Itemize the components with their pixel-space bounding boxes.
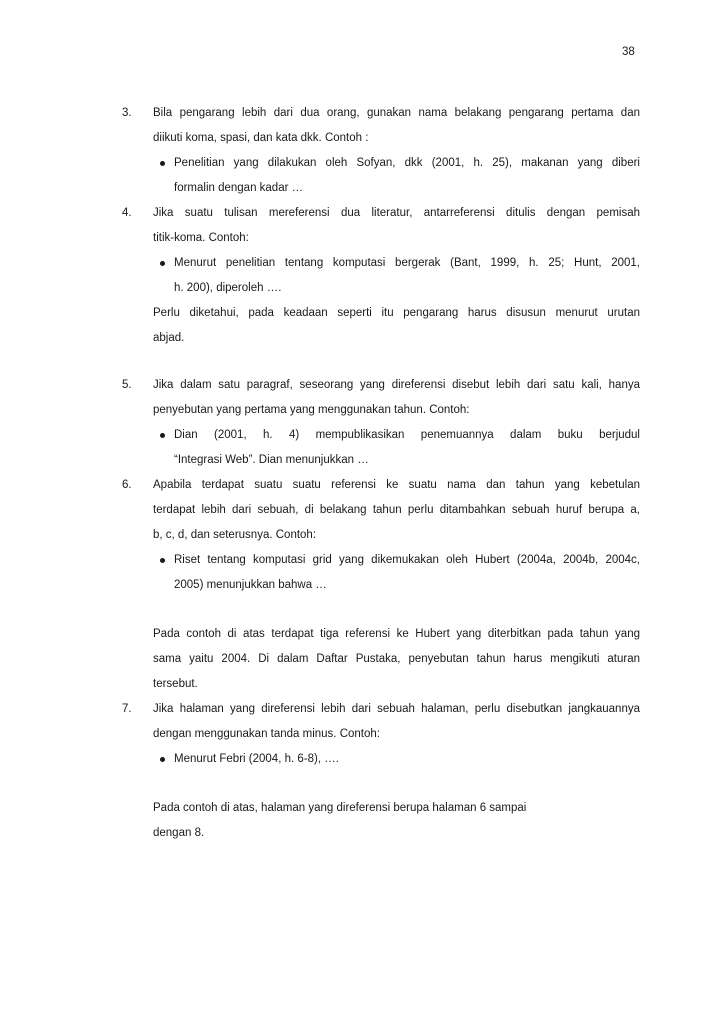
bullet-icon: [155, 423, 174, 473]
item-number: 4.: [122, 207, 132, 219]
note-text-line: Perlu diketahui, pada keadaan seperti itu pengarang harus disusun menurut urutan: [153, 307, 640, 319]
item-text-line: penyebutan yang pertama yang menggunakan tahun. Contoh:: [153, 404, 470, 416]
note-text-line: sama yaitu 2004. Di dalam Daftar Pustaka, penyebutan tahun harus mengikuti aturan: [153, 653, 640, 665]
bullet-icon: [155, 151, 174, 201]
note-text-line: dengan 8.: [153, 827, 205, 839]
example-bullet: [155, 151, 640, 201]
note-text-line: tersebut.: [153, 678, 198, 690]
list-item-4: [122, 201, 640, 351]
bullet-text-line: Menurut penelitian tentang komputasi bergerak (Bant, 1999, h. 25; Hunt, 2001,: [174, 257, 640, 269]
example-bullet: [155, 423, 640, 473]
note-text-line: Pada contoh di atas terdapat tiga referensi ke Hubert yang diterbitkan pada tahun yang: [153, 628, 640, 640]
bullet-text-line: Dian (2001, h. 4) mempublikasikan penemuannya dalam buku berjudul: [174, 429, 640, 441]
item-number: 6.: [122, 479, 132, 491]
bullet-text-line: h. 200), diperoleh ….: [174, 282, 282, 294]
list-item-6: [122, 473, 640, 697]
example-bullet: [155, 548, 640, 598]
bullet-text-line: Menurut Febri (2004, h. 6-8), ….: [174, 753, 339, 765]
item-number: 5.: [122, 379, 132, 391]
example-bullet: [155, 747, 640, 772]
item-text-line: Jika halaman yang direferensi lebih dari sebuah halaman, perlu disebutkan jangkauannya: [153, 703, 640, 715]
item-text-line: titik-koma. Contoh:: [153, 232, 249, 244]
item-text-line: diikuti koma, spasi, dan kata dkk. Contoh :: [153, 132, 369, 144]
item-text-line: Jika dalam satu paragraf, seseorang yang direferensi disebut lebih dari satu kali, hanya: [153, 379, 640, 391]
bullet-icon: [155, 747, 174, 772]
list-item-3: [122, 101, 640, 201]
item-number: 7.: [122, 703, 132, 715]
bullet-text-line: 2005) menunjukkan bahwa …: [174, 579, 327, 591]
item-text-line: dengan menggunakan tanda minus. Contoh:: [153, 728, 380, 740]
item-text-line: terdapat lebih dari sebuah, di belakang tahun perlu ditambahkan sebuah huruf berupa a,: [153, 504, 640, 516]
item-text-line: b, c, d, dan seterusnya. Contoh:: [153, 529, 317, 541]
item-text-line: Apabila terdapat suatu suatu referensi ke suatu nama dan tahun yang kebetulan: [153, 479, 640, 491]
bullet-text-line: formalin dengan kadar …: [174, 182, 304, 194]
list-item-7: [122, 697, 640, 846]
list-item-5: [122, 373, 640, 473]
page-number: 38: [622, 46, 635, 58]
bullet-text-line: Penelitian yang dilakukan oleh Sofyan, dkk (2001, h. 25), makanan yang diberi: [174, 157, 640, 169]
item-text-line: Jika suatu tulisan mereferensi dua literatur, antarreferensi ditulis dengan pemisah: [153, 207, 640, 219]
example-bullet: [155, 251, 640, 301]
item-text-line: Bila pengarang lebih dari dua orang, gunakan nama belakang pengarang pertama dan: [153, 107, 640, 119]
bullet-icon: [155, 548, 174, 598]
document-body: [122, 101, 640, 846]
note-text-line: abjad.: [153, 332, 185, 344]
bullet-text-line: “Integrasi Web”. Dian menunjukkan …: [174, 454, 369, 466]
note-text-line: Pada contoh di atas, halaman yang direferensi berupa halaman 6 sampai: [153, 802, 527, 814]
item-number: 3.: [122, 107, 132, 119]
bullet-icon: [155, 251, 174, 301]
bullet-text-line: Riset tentang komputasi grid yang dikemukakan oleh Hubert (2004a, 2004b, 2004c,: [174, 554, 640, 566]
